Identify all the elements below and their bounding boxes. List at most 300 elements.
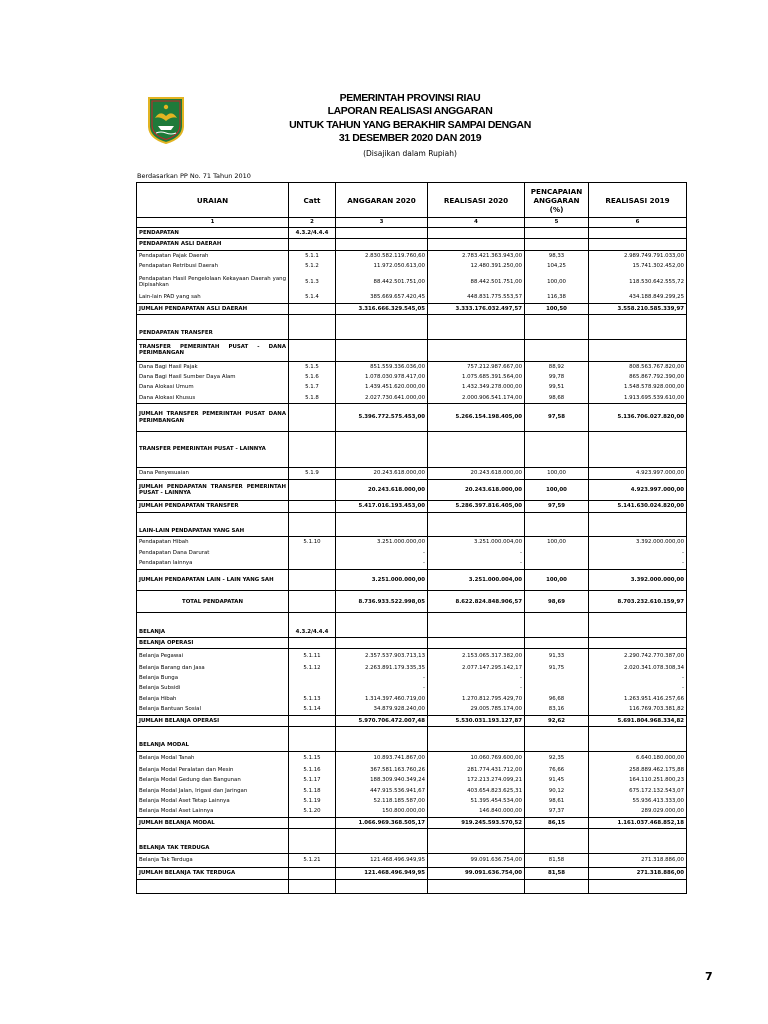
header-catt: Catt — [289, 183, 336, 218]
realisasi-2019-cell: 8.703.232.610.159,97 — [589, 591, 687, 613]
uraian-cell: Belanja Modal Peralatan dan Mesin — [137, 765, 289, 775]
uraian-cell: Belanja Modal Tanah — [137, 751, 289, 765]
uraian-cell: Pendapatan Retribusi Daerah — [137, 261, 289, 271]
realisasi-2020-cell — [428, 879, 525, 893]
uraian-cell: PENDAPATAN ASLI DAERAH — [137, 239, 289, 250]
realisasi-2019-cell — [589, 637, 687, 648]
realisasi-2019-cell: 865.867.792.390,00 — [589, 372, 687, 382]
uraian-cell: Dana Bagi Hasil Sumber Daya Alam — [137, 372, 289, 382]
pencapaian-cell — [525, 315, 589, 329]
uraian-cell: Belanja Subsidi — [137, 683, 289, 693]
anggaran-2020-cell: 52.118.185.587,00 — [336, 796, 428, 806]
section-row — [137, 339, 687, 361]
catt-cell — [289, 315, 336, 329]
emblem-star — [164, 105, 168, 109]
anggaran-2020-cell: 2.027.730.641.000,00 — [336, 393, 428, 404]
realisasi-2020-cell: - — [428, 683, 525, 693]
realisasi-2020-cell — [428, 740, 525, 751]
anggaran-2020-cell — [336, 740, 428, 751]
regulation-basis: Berdasarkan PP No. 71 Tahun 2010 — [137, 172, 251, 180]
header-line-2: LAPORAN REALISASI ANGGARAN — [327, 105, 493, 118]
pencapaian-cell — [525, 740, 589, 751]
pencapaian-cell: 91,45 — [525, 775, 589, 785]
table-row — [137, 663, 687, 673]
catt-cell: 4.3.2/4.4.4 — [289, 228, 336, 239]
pencapaian-cell: 100,00 — [525, 479, 589, 501]
subtotal-row — [137, 479, 687, 501]
pencapaian-cell — [525, 239, 589, 250]
anggaran-2020-cell — [336, 879, 428, 893]
table-row — [137, 683, 687, 693]
header-line-1: PEMERINTAH PROVINSI RIAU — [339, 92, 481, 104]
realisasi-2020-cell: 88.442.501.751,00 — [428, 272, 525, 293]
table-row — [137, 765, 687, 775]
section-row — [137, 843, 687, 854]
pencapaian-cell — [525, 637, 589, 648]
uraian-cell: JUMLAH PENDAPATAN LAIN - LAIN YANG SAH — [137, 569, 289, 591]
header-line-3: UNTUK TAHUN YANG BERAKHIR SAMPAI DENGAN — [289, 118, 531, 131]
subtotal-row — [137, 303, 687, 314]
anggaran-2020-cell — [336, 339, 428, 361]
table-row — [137, 468, 687, 479]
pencapaian-cell — [525, 432, 589, 468]
anggaran-2020-cell: 367.581.163.760,26 — [336, 765, 428, 775]
realisasi-2020-cell: 99.091.636.754,00 — [428, 853, 525, 867]
realisasi-2019-cell — [589, 526, 687, 537]
anggaran-2020-cell: 8.736.933.522.998,05 — [336, 591, 428, 613]
spacer-row — [137, 512, 687, 526]
spacer-row — [137, 315, 687, 329]
anggaran-2020-cell: 2.263.891.179.335,35 — [336, 663, 428, 673]
pencapaian-cell: 100,00 — [525, 468, 589, 479]
catt-cell: 4.3.2/4.4.4 — [289, 627, 336, 638]
pencapaian-cell — [525, 512, 589, 526]
realisasi-2019-cell: 258.889.462.175,88 — [589, 765, 687, 775]
realisasi-2020-cell: 2.783.421.363.943,00 — [428, 250, 525, 261]
table-row — [137, 786, 687, 796]
catt-cell: 5.1.5 — [289, 361, 336, 372]
realisasi-2020-cell: 3.251.000.004,00 — [428, 537, 525, 548]
realisasi-2020-cell — [428, 328, 525, 339]
catt-cell — [289, 829, 336, 843]
table-row — [137, 272, 687, 293]
uraian-cell — [137, 512, 289, 526]
pencapaian-cell — [525, 558, 589, 569]
realisasi-2019-cell: 2.290.742.770.387,00 — [589, 649, 687, 663]
realisasi-2019-cell — [589, 726, 687, 740]
realisasi-2019-cell: 2.989.749.791.033,00 — [589, 250, 687, 261]
uraian-cell — [137, 829, 289, 843]
realisasi-2020-cell: 2.077.147.295.142,17 — [428, 663, 525, 673]
pencapaian-cell — [525, 879, 589, 893]
pencapaian-cell — [525, 683, 589, 693]
pencapaian-cell: 98,69 — [525, 591, 589, 613]
anggaran-2020-cell — [336, 228, 428, 239]
pencapaian-cell: 81,58 — [525, 853, 589, 867]
realisasi-2020-cell — [428, 613, 525, 627]
realisasi-2019-cell — [589, 228, 687, 239]
section-row — [137, 328, 687, 339]
catt-cell: 5.1.1 — [289, 250, 336, 261]
uraian-cell — [137, 726, 289, 740]
uraian-cell: Belanja Hibah — [137, 694, 289, 704]
realisasi-2019-cell: 15.741.302.452,00 — [589, 261, 687, 271]
anggaran-2020-cell: 447.915.536.941,67 — [336, 786, 428, 796]
table-row — [137, 775, 687, 785]
section-row — [137, 526, 687, 537]
pencapaian-cell: 86,15 — [525, 817, 589, 828]
realisasi-2019-cell: - — [589, 558, 687, 569]
anggaran-2020-cell — [336, 512, 428, 526]
uraian-cell: PENDAPATAN — [137, 228, 289, 239]
realisasi-2020-cell: 51.395.454.534,00 — [428, 796, 525, 806]
catt-cell — [289, 569, 336, 591]
section-row — [137, 637, 687, 648]
realisasi-2020-cell: 2.000.906.541.174,00 — [428, 393, 525, 404]
pencapaian-cell: 97,58 — [525, 404, 589, 432]
section-row — [137, 228, 687, 239]
realisasi-2019-cell: 5.136.706.027.820,00 — [589, 404, 687, 432]
report-header — [200, 92, 620, 158]
realisasi-2019-cell: 116.769.703.381,82 — [589, 704, 687, 715]
anggaran-2020-cell — [336, 613, 428, 627]
anggaran-2020-cell: 3.251.000.000,00 — [336, 569, 428, 591]
uraian-cell: Belanja Tak Terduga — [137, 853, 289, 867]
anggaran-2020-cell: 3.251.000.000,00 — [336, 537, 428, 548]
catt-cell — [289, 868, 336, 879]
realisasi-2019-cell: 2.020.341.078.308,34 — [589, 663, 687, 673]
anggaran-2020-cell: 34.879.928.240,00 — [336, 704, 428, 715]
catt-cell: 5.1.18 — [289, 786, 336, 796]
catt-cell: 5.1.3 — [289, 272, 336, 293]
table-row — [137, 382, 687, 392]
catt-cell: 5.1.8 — [289, 393, 336, 404]
spacer-row — [137, 829, 687, 843]
anggaran-2020-cell: 121.468.496.949,95 — [336, 868, 428, 879]
realisasi-2020-cell — [428, 315, 525, 329]
section-row — [137, 239, 687, 250]
realisasi-2019-cell: 118.530.642.555,72 — [589, 272, 687, 293]
realisasi-2019-cell: 675.172.132.543,07 — [589, 786, 687, 796]
realisasi-2019-cell: 1.913.695.539.610,00 — [589, 393, 687, 404]
realisasi-2019-cell — [589, 512, 687, 526]
anggaran-2020-cell: 1.439.451.620.000,00 — [336, 382, 428, 392]
catt-cell — [289, 843, 336, 854]
uraian-cell: TRANSFER PEMERINTAH PUSAT - DANA PERIMBANGAN — [137, 339, 289, 361]
pencapaian-cell: 92,35 — [525, 751, 589, 765]
realisasi-2020-cell: 3.333.176.032.497,57 — [428, 303, 525, 314]
uraian-cell: PENDAPATAN TRANSFER — [137, 328, 289, 339]
catt-cell: 5.1.10 — [289, 537, 336, 548]
uraian-cell: Belanja Bantuan Sosial — [137, 704, 289, 715]
anggaran-2020-cell: 2.357.537.903.713,13 — [336, 649, 428, 663]
catt-cell — [289, 726, 336, 740]
realisasi-2020-cell: 281.774.431.712,00 — [428, 765, 525, 775]
pencapaian-cell: 99,78 — [525, 372, 589, 382]
realisasi-2019-cell: 164.110.251.800,23 — [589, 775, 687, 785]
uraian-cell: Belanja Modal Jalan, Irigasi dan Jaringan — [137, 786, 289, 796]
realisasi-2019-cell: - — [589, 548, 687, 558]
anggaran-2020-cell — [336, 432, 428, 468]
pencapaian-cell: 90,12 — [525, 786, 589, 796]
pencapaian-cell: 81,58 — [525, 868, 589, 879]
column-number: 3 — [336, 218, 428, 228]
anggaran-2020-cell: 2.830.582.119.760,60 — [336, 250, 428, 261]
anggaran-2020-cell: 150.800.000,00 — [336, 806, 428, 817]
uraian-cell: Dana Alokasi Khusus — [137, 393, 289, 404]
uraian-cell: JUMLAH BELANJA OPERASI — [137, 715, 289, 726]
uraian-cell: Dana Penyesuaian — [137, 468, 289, 479]
anggaran-2020-cell: - — [336, 548, 428, 558]
table-body — [137, 228, 687, 894]
subtotal-row — [137, 591, 687, 613]
realisasi-2020-cell: 172.213.274.099,21 — [428, 775, 525, 785]
pencapaian-cell: 100,00 — [525, 537, 589, 548]
budget-realization-table — [136, 182, 687, 894]
spacer-row — [137, 879, 687, 893]
header-pencapaian: PENCAPAIAN ANGGARAN (%) — [525, 183, 589, 218]
anggaran-2020-cell: 10.893.741.867,00 — [336, 751, 428, 765]
catt-cell: 5.1.2 — [289, 261, 336, 271]
realisasi-2020-cell: 403.654.823.625,31 — [428, 786, 525, 796]
pencapaian-cell — [525, 339, 589, 361]
table-row — [137, 751, 687, 765]
realisasi-2019-cell: 289.029.000,00 — [589, 806, 687, 817]
realisasi-2020-cell — [428, 829, 525, 843]
pencapaian-cell: 100,50 — [525, 303, 589, 314]
realisasi-2020-cell: 2.153.065.317.382,00 — [428, 649, 525, 663]
pencapaian-cell — [525, 829, 589, 843]
anggaran-2020-cell: 88.442.501.751,00 — [336, 272, 428, 293]
anggaran-2020-cell — [336, 726, 428, 740]
header-realisasi-2019: REALISASI 2019 — [589, 183, 687, 218]
uraian-cell: Belanja Modal Gedung dan Bangunan — [137, 775, 289, 785]
catt-cell — [289, 879, 336, 893]
riau-coat-of-arms-icon — [146, 96, 186, 144]
catt-cell — [289, 591, 336, 613]
realisasi-2020-cell — [428, 843, 525, 854]
table-row — [137, 694, 687, 704]
catt-cell — [289, 558, 336, 569]
realisasi-2019-cell — [589, 627, 687, 638]
catt-cell: 5.1.13 — [289, 694, 336, 704]
pencapaian-cell — [525, 548, 589, 558]
anggaran-2020-cell — [336, 627, 428, 638]
catt-cell: 5.1.15 — [289, 751, 336, 765]
pencapaian-cell: 83,16 — [525, 704, 589, 715]
column-number: 5 — [525, 218, 589, 228]
anggaran-2020-cell: 5.417.016.193.453,00 — [336, 501, 428, 512]
pencapaian-cell — [525, 726, 589, 740]
subtotal-row — [137, 817, 687, 828]
catt-cell — [289, 328, 336, 339]
realisasi-2019-cell — [589, 829, 687, 843]
uraian-cell: Belanja Barang dan Jasa — [137, 663, 289, 673]
uraian-cell: JUMLAH PENDAPATAN TRANSFER PEMERINTAH PUSAT - LAINNYA — [137, 479, 289, 501]
header-anggaran-2020: ANGGARAN 2020 — [336, 183, 428, 218]
pencapaian-cell: 92,62 — [525, 715, 589, 726]
realisasi-2020-cell: - — [428, 673, 525, 683]
table-row — [137, 548, 687, 558]
table-row — [137, 558, 687, 569]
column-number-row — [137, 218, 687, 228]
anggaran-2020-cell: 5.396.772.575.453,00 — [336, 404, 428, 432]
catt-cell — [289, 339, 336, 361]
pencapaian-cell: 98,61 — [525, 796, 589, 806]
realisasi-2020-cell: 29.005.785.174,00 — [428, 704, 525, 715]
uraian-cell: Pendapatan lainnya — [137, 558, 289, 569]
realisasi-2019-cell: 434.188.849.299,25 — [589, 292, 687, 303]
section-row — [137, 627, 687, 638]
column-number: 4 — [428, 218, 525, 228]
uraian-cell: Pendapatan Hasil Pengelolaan Kekayaan Daerah yang Dipisahkan — [137, 272, 289, 293]
table-header-row — [137, 183, 687, 218]
realisasi-2019-cell: 3.558.210.585.339,97 — [589, 303, 687, 314]
uraian-cell: Pendapatan Hibah — [137, 537, 289, 548]
realisasi-2019-cell — [589, 879, 687, 893]
uraian-cell: TRANSFER PEMERINTAH PUSAT - LAINNYA — [137, 432, 289, 468]
table-row — [137, 853, 687, 867]
anggaran-2020-cell: 3.316.666.329.545,05 — [336, 303, 428, 314]
anggaran-2020-cell: 851.559.336.036,00 — [336, 361, 428, 372]
pencapaian-cell — [525, 627, 589, 638]
catt-cell: 5.1.19 — [289, 796, 336, 806]
column-number: 2 — [289, 218, 336, 228]
catt-cell — [289, 432, 336, 468]
uraian-cell: Belanja Bunga — [137, 673, 289, 683]
anggaran-2020-cell: 20.243.618.000,00 — [336, 479, 428, 501]
subtotal-row — [137, 404, 687, 432]
realisasi-2019-cell: 1.548.578.928.000,00 — [589, 382, 687, 392]
realisasi-2020-cell: - — [428, 558, 525, 569]
uraian-cell: Pendapatan Dana Darurat — [137, 548, 289, 558]
realisasi-2020-cell — [428, 637, 525, 648]
column-number: 6 — [589, 218, 687, 228]
catt-cell — [289, 501, 336, 512]
uraian-cell: BELANJA TAK TERDUGA — [137, 843, 289, 854]
uraian-cell: Dana Alokasi Umum — [137, 382, 289, 392]
catt-cell: 5.1.7 — [289, 382, 336, 392]
catt-cell — [289, 404, 336, 432]
realisasi-2020-cell — [428, 228, 525, 239]
anggaran-2020-cell: - — [336, 558, 428, 569]
catt-cell — [289, 740, 336, 751]
subtotal-row — [137, 569, 687, 591]
realisasi-2019-cell: 3.392.000.000,00 — [589, 569, 687, 591]
realisasi-2020-cell: 5.266.154.198.405,00 — [428, 404, 525, 432]
uraian-cell: Belanja Pegawai — [137, 649, 289, 663]
uraian-cell: BELANJA MODAL — [137, 740, 289, 751]
column-number: 1 — [137, 218, 289, 228]
pencapaian-cell: 104,25 — [525, 261, 589, 271]
catt-cell — [289, 548, 336, 558]
realisasi-2019-cell: 808.563.767.820,00 — [589, 361, 687, 372]
realisasi-2020-cell: - — [428, 548, 525, 558]
realisasi-2019-cell: 5.691.804.968.334,82 — [589, 715, 687, 726]
catt-cell — [289, 526, 336, 537]
catt-cell: 5.1.21 — [289, 853, 336, 867]
realisasi-2019-cell: 4.923.997.000,00 — [589, 479, 687, 501]
anggaran-2020-cell: 5.970.706.472.007,48 — [336, 715, 428, 726]
uraian-cell: BELANJA — [137, 627, 289, 638]
realisasi-2020-cell — [428, 432, 525, 468]
pencapaian-cell: 91,33 — [525, 649, 589, 663]
catt-cell — [289, 715, 336, 726]
uraian-cell — [137, 613, 289, 627]
catt-cell — [289, 479, 336, 501]
anggaran-2020-cell: - — [336, 673, 428, 683]
catt-cell — [289, 303, 336, 314]
realisasi-2020-cell: 757.212.987.667,00 — [428, 361, 525, 372]
realisasi-2020-cell: 5.530.031.193.127,87 — [428, 715, 525, 726]
uraian-cell — [137, 879, 289, 893]
anggaran-2020-cell: 188.309.940.349,24 — [336, 775, 428, 785]
uraian-cell: JUMLAH TRANSFER PEMERINTAH PUSAT DANA PERIMBANGAN — [137, 404, 289, 432]
pencapaian-cell: 116,38 — [525, 292, 589, 303]
realisasi-2020-cell: 20.243.618.000,00 — [428, 479, 525, 501]
realisasi-2019-cell — [589, 339, 687, 361]
table-row — [137, 796, 687, 806]
realisasi-2019-cell: 6.640.180.000,00 — [589, 751, 687, 765]
realisasi-2019-cell: 55.936.413.333,00 — [589, 796, 687, 806]
realisasi-2019-cell: 271.318.886,00 — [589, 853, 687, 867]
anggaran-2020-cell: 121.468.496.949,95 — [336, 853, 428, 867]
pencapaian-cell — [525, 843, 589, 854]
uraian-cell: BELANJA OPERASI — [137, 637, 289, 648]
uraian-cell — [137, 315, 289, 329]
realisasi-2019-cell: 1.263.951.416.257,66 — [589, 694, 687, 704]
page-number: 7 — [705, 970, 713, 983]
pencapaian-cell: 97,37 — [525, 806, 589, 817]
catt-cell: 5.1.4 — [289, 292, 336, 303]
table-row — [137, 250, 687, 261]
table-row — [137, 361, 687, 372]
anggaran-2020-cell — [336, 315, 428, 329]
realisasi-2020-cell: 12.480.391.250,00 — [428, 261, 525, 271]
anggaran-2020-cell — [336, 526, 428, 537]
anggaran-2020-cell: 385.669.657.420,45 — [336, 292, 428, 303]
uraian-cell: Dana Bagi Hasil Pajak — [137, 361, 289, 372]
subtotal-row — [137, 501, 687, 512]
realisasi-2019-cell — [589, 843, 687, 854]
pencapaian-cell: 98,33 — [525, 250, 589, 261]
realisasi-2019-cell — [589, 740, 687, 751]
realisasi-2020-cell — [428, 512, 525, 526]
section-row — [137, 432, 687, 468]
realisasi-2020-cell: 146.840.000,00 — [428, 806, 525, 817]
pencapaian-cell — [525, 613, 589, 627]
table-row — [137, 372, 687, 382]
catt-cell — [289, 817, 336, 828]
catt-cell — [289, 239, 336, 250]
realisasi-2020-cell — [428, 239, 525, 250]
realisasi-2020-cell: 1.075.685.391.564,00 — [428, 372, 525, 382]
realisasi-2020-cell — [428, 339, 525, 361]
anggaran-2020-cell — [336, 637, 428, 648]
catt-cell: 5.1.6 — [289, 372, 336, 382]
catt-cell — [289, 683, 336, 693]
header-realisasi-2020: REALISASI 2020 — [428, 183, 525, 218]
pencapaian-cell: 96,68 — [525, 694, 589, 704]
pencapaian-cell: 88,92 — [525, 361, 589, 372]
pencapaian-cell — [525, 328, 589, 339]
realisasi-2020-cell: 20.243.618.000,00 — [428, 468, 525, 479]
anggaran-2020-cell — [336, 829, 428, 843]
pencapaian-cell: 97,59 — [525, 501, 589, 512]
catt-cell — [289, 673, 336, 683]
realisasi-2019-cell — [589, 432, 687, 468]
realisasi-2020-cell: 1.270.812.795.429,70 — [428, 694, 525, 704]
